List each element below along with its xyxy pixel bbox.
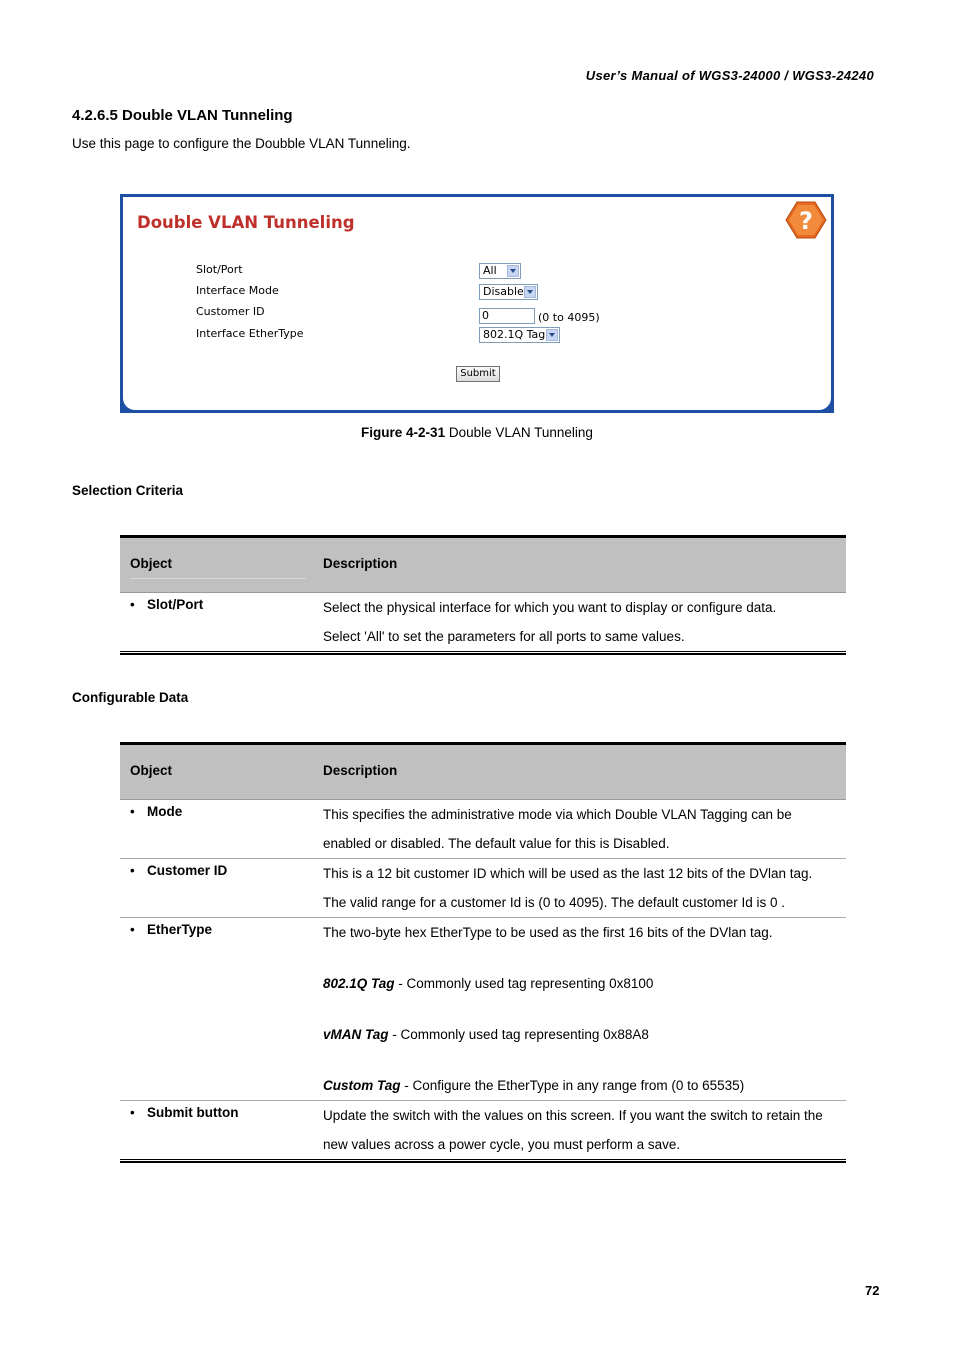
interface-mode-label: Interface Mode xyxy=(196,284,279,297)
customer-id-label: Customer ID xyxy=(196,305,265,318)
screenshot-panel xyxy=(120,194,834,413)
row-description-line: Select 'All' to set the parameters for all ports to same values. xyxy=(323,629,685,644)
selection-criteria-table xyxy=(120,535,846,655)
option-text: - Commonly used tag representing 0x88A8 xyxy=(388,1027,649,1042)
ethertype-description: The two-byte hex EtherType to be used as the first 16 bits of the DVlan tag. xyxy=(323,925,773,940)
option-name: Custom Tag xyxy=(323,1078,401,1093)
row-object: • Submit button xyxy=(130,1105,238,1120)
customer-id-range-hint: (0 to 4095) xyxy=(538,311,600,324)
configurable-data-table xyxy=(120,742,846,1163)
col-description-header: Description xyxy=(323,556,398,571)
svg-text:?: ? xyxy=(799,207,813,235)
figure-label: Figure 4-2-31 xyxy=(361,425,446,440)
row-description: This is a 12 bit customer ID which will be used as the last 12 bits of the DVlan tag. The valid range for a customer Id is (0 to 4095). The default customer Id is 0 . xyxy=(323,866,813,910)
option-text: - Commonly used tag representing 0x8100 xyxy=(394,976,654,991)
table-row xyxy=(120,859,846,918)
interface-ethertype-select[interactable] xyxy=(479,327,560,343)
chevron-down-icon xyxy=(507,265,519,277)
interface-ethertype-value: 802.1Q Tag xyxy=(483,328,546,341)
row-object: • Slot/Port xyxy=(130,597,203,612)
chevron-down-icon xyxy=(524,286,536,298)
table-row xyxy=(120,918,846,1101)
row-description xyxy=(323,593,846,651)
interface-ethertype-label: Interface EtherType xyxy=(196,327,304,340)
col-description-header: Description xyxy=(323,763,398,778)
slot-port-value: All xyxy=(483,264,497,277)
table-bottom-rule xyxy=(120,651,846,655)
running-header: User’s Manual of WGS3-24000 / WGS3-24240 xyxy=(585,68,874,83)
table-row xyxy=(120,593,846,651)
col-object-header: Object xyxy=(130,763,173,778)
table-header xyxy=(120,745,846,800)
table-row xyxy=(120,800,846,859)
option-text: - Configure the EtherType in any range from (0 to 65535) xyxy=(400,1078,745,1093)
ethertype-option xyxy=(323,1020,838,1049)
panel-body xyxy=(123,197,831,410)
slot-port-label: Slot/Port xyxy=(196,263,243,276)
selection-criteria-heading: Selection Criteria xyxy=(72,483,184,498)
row-description xyxy=(323,918,846,1100)
figure-text: Double VLAN Tunneling xyxy=(445,425,593,440)
chevron-down-icon xyxy=(546,329,558,341)
figure-caption xyxy=(0,425,954,440)
option-name: vMAN Tag xyxy=(323,1027,389,1042)
help-question-icon[interactable] xyxy=(785,201,827,239)
row-object: • EtherType xyxy=(130,922,212,937)
customer-id-input[interactable]: 0 xyxy=(479,308,535,324)
ethertype-option xyxy=(323,1071,838,1100)
panel-title: Double VLAN Tunneling xyxy=(137,213,355,232)
slot-port-select[interactable] xyxy=(479,263,521,279)
row-description: Update the switch with the values on this screen. If you want the switch to retain the new values across a power cycle, you must perform a save. xyxy=(323,1108,823,1152)
interface-mode-value: Disable xyxy=(483,285,524,298)
configurable-data-heading: Configurable Data xyxy=(72,690,189,705)
table-header xyxy=(120,538,846,593)
row-object: • Customer ID xyxy=(130,863,227,878)
section-title: 4.2.6.5 Double VLAN Tunneling xyxy=(72,107,293,124)
col-object-header: Object xyxy=(130,538,306,579)
table-row xyxy=(120,1101,846,1159)
row-object: • Mode xyxy=(130,804,182,819)
submit-button[interactable]: Submit xyxy=(456,366,500,382)
table-bottom-rule xyxy=(120,1159,846,1163)
row-description: This specifies the administrative mode via which Double VLAN Tagging can be enabled or disabled. The default value for this is Disabled. xyxy=(323,807,792,851)
intro-text: Use this page to configure the Doubble VLAN Tunneling. xyxy=(72,136,411,151)
page-number: 72 xyxy=(865,1283,880,1298)
row-description-line: Select the physical interface for which you want to display or configure data. xyxy=(323,600,777,615)
ethertype-option xyxy=(323,969,838,998)
option-name: 802.1Q Tag xyxy=(323,976,395,991)
interface-mode-select[interactable] xyxy=(479,284,538,300)
